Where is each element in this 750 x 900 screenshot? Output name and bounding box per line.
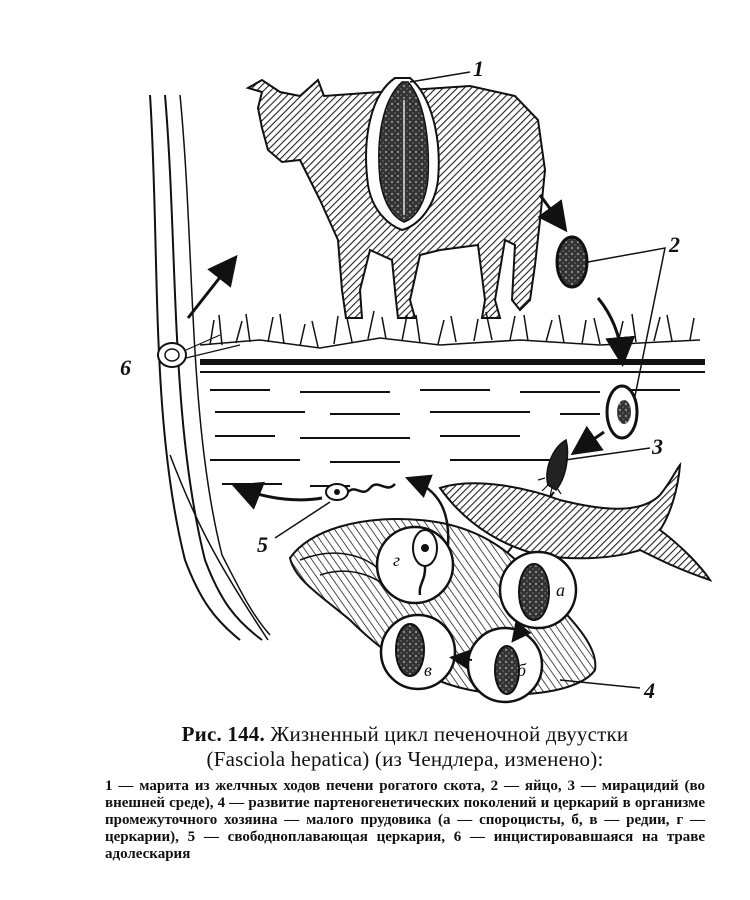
inset-redia-v	[381, 615, 455, 689]
egg-on-land	[557, 237, 587, 287]
caption-figure-number: Рис. 144.	[181, 722, 265, 746]
label-3: 3	[652, 434, 663, 459]
inset-cercaria	[377, 527, 453, 603]
cow-illustration	[248, 78, 545, 318]
miracidium	[538, 440, 568, 496]
ground-grass	[200, 311, 700, 348]
label-1: 1	[473, 56, 484, 81]
caption-title-line2: (Fasciola hepatica) (из Чендлера, изменено):	[206, 747, 604, 771]
arrow-cow-to-egg	[540, 195, 562, 225]
label-5: 5	[257, 532, 268, 557]
inset-label-b: б	[517, 660, 527, 680]
figure-caption	[105, 722, 705, 863]
inset-label-v: в	[424, 660, 432, 680]
arrow-egg-to-water	[598, 298, 622, 358]
inset-label-g: г	[393, 550, 401, 570]
label-4: 4	[644, 678, 655, 703]
arrow-egg-to-miracidium	[578, 432, 604, 450]
label-6: 6	[120, 355, 131, 380]
cercaria	[326, 484, 395, 500]
arrow-cercaria-swim	[240, 488, 322, 500]
arrow-cyst-to-cow	[188, 262, 232, 318]
label-2: 2	[669, 232, 680, 257]
egg-in-water	[607, 386, 637, 438]
inset-label-a: а	[556, 580, 565, 600]
caption-title-text: Жизненный цикл печеночной двуустки	[270, 722, 629, 746]
caption-title	[105, 722, 705, 772]
inset-redia-b	[468, 628, 542, 702]
caption-body: 1 — марита из желчных ходов печени рогатого скота, 2 — яйцо, 3 — мирацидий (во внешней среде), 4 — развитие партеногенетических поколений и церкарий в организме промежуточного хозяина — малого прудовика (а — спороцисты, б, в — редии, г — церкарии), 5 — свободноплавающая церкария, 6 — инцистировавшаяся на траве адолескария	[105, 778, 705, 862]
